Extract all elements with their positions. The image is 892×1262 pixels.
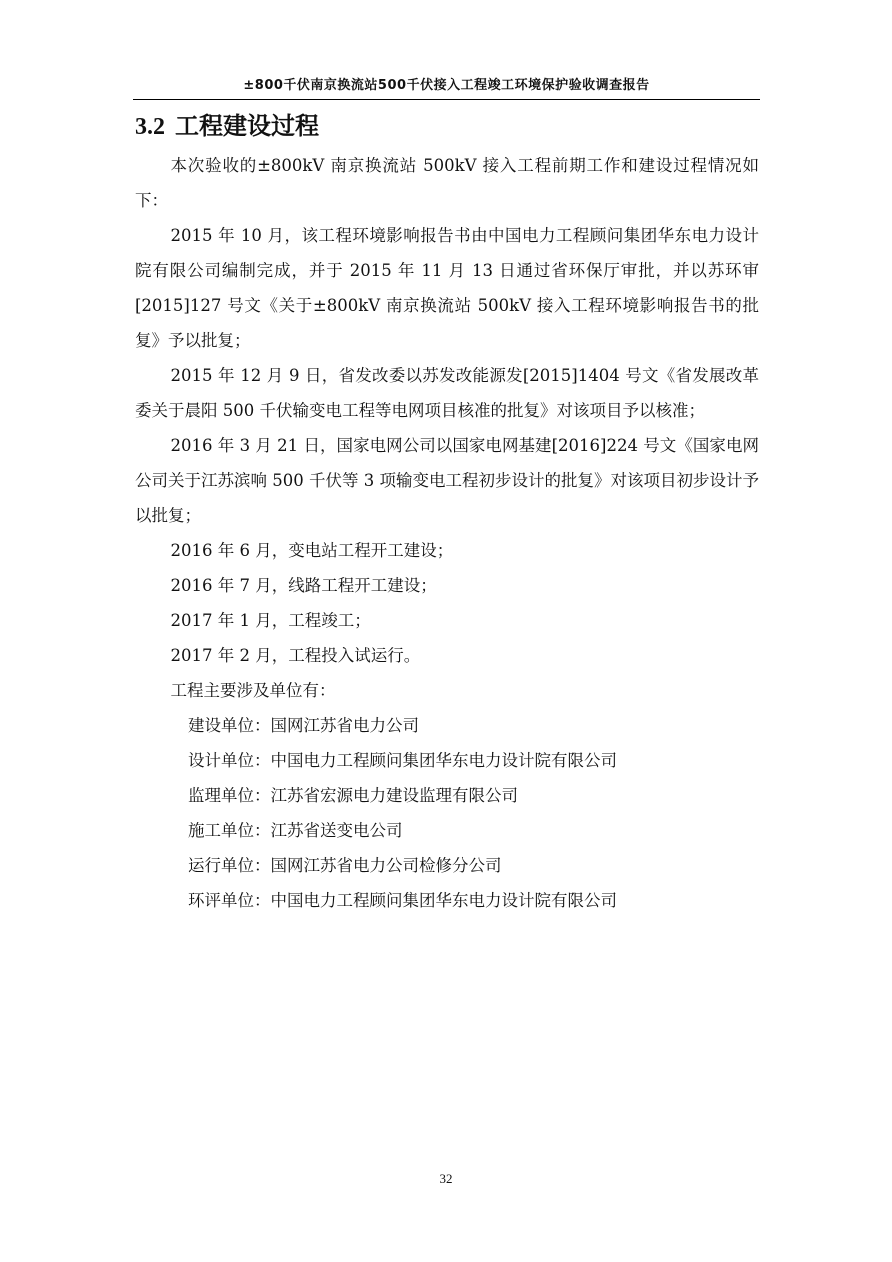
unit-label: 监理单位 [188,786,254,805]
unit-value: 江苏省宏源电力建设监理有限公司 [270,786,518,805]
unit-value: 中国电力工程顾问集团华东电力设计院有限公司 [270,751,617,770]
body-text [135,148,759,918]
unit-label: 运行单位 [188,856,254,875]
running-header: ±800千伏南京换流站500千伏接入工程竣工环境保护验收调查报告 [243,78,650,93]
unit-label: 设计单位 [188,751,254,770]
section-title: 工程建设过程 [175,112,319,140]
unit-value: 江苏省送变电公司 [270,821,403,840]
unit-label: 建设单位 [188,716,254,735]
section-heading [135,109,319,144]
unit-separator: ： [254,786,271,805]
unit-separator: ： [254,716,271,735]
list-item [135,778,759,813]
paragraph: 本次验收的±800kV 南京换流站 500kV 接入工程前期工作和建设过程情况如下： [135,156,759,210]
unit-list [135,708,759,918]
unit-separator: ： [254,751,271,770]
list-item [135,743,759,778]
list-item [135,708,759,743]
unit-separator: ： [254,891,271,910]
paragraph: 2016 年 6 月，变电站工程开工建设； [170,541,454,560]
section-number: 3.2 [135,114,165,140]
paragraph: 2016 年 3 月 21 日，国家电网公司以国家电网基建[2016]224 号文《国家电网公司关于江苏滨响 500 千伏等 3 项输变电工程初步设计的批复》对该项目初步设计予以批复； [135,436,759,525]
header-rule [133,99,760,100]
paragraph: 2015 年 10 月，该工程环境影响报告书由中国电力工程顾问集团华东电力设计院有限公司编制完成，并于 2015 年 11 月 13 日通过省环保厅审批，并以苏环审[2015]127 号文《关于±800kV 南京换流站 500kV 接入工程环境影响报告书的批复》予以批复； [135,226,759,350]
list-item [135,848,759,883]
unit-separator: ： [254,856,271,875]
list-item [135,883,759,918]
unit-separator: ： [254,821,271,840]
paragraph: 2017 年 2 月，工程投入试运行。 [170,646,421,665]
paragraph: 2017 年 1 月，工程竣工； [170,611,371,630]
unit-value: 国网江苏省电力公司检修分公司 [270,856,502,875]
unit-label: 环评单位 [188,891,254,910]
paragraph: 2016 年 7 月，线路工程开工建设； [170,576,437,595]
page-number: 32 [439,1171,453,1186]
paragraph: 工程主要涉及单位有： [170,681,336,700]
list-item [135,813,759,848]
unit-value: 国网江苏省电力公司 [270,716,419,735]
unit-label: 施工单位 [188,821,254,840]
unit-value: 中国电力工程顾问集团华东电力设计院有限公司 [270,891,617,910]
paragraph: 2015 年 12 月 9 日，省发改委以苏发改能源发[2015]1404 号文《省发展改革委关于晨阳 500 千伏输变电工程等电网项目核准的批复》对该项目予以核准； [135,366,759,420]
